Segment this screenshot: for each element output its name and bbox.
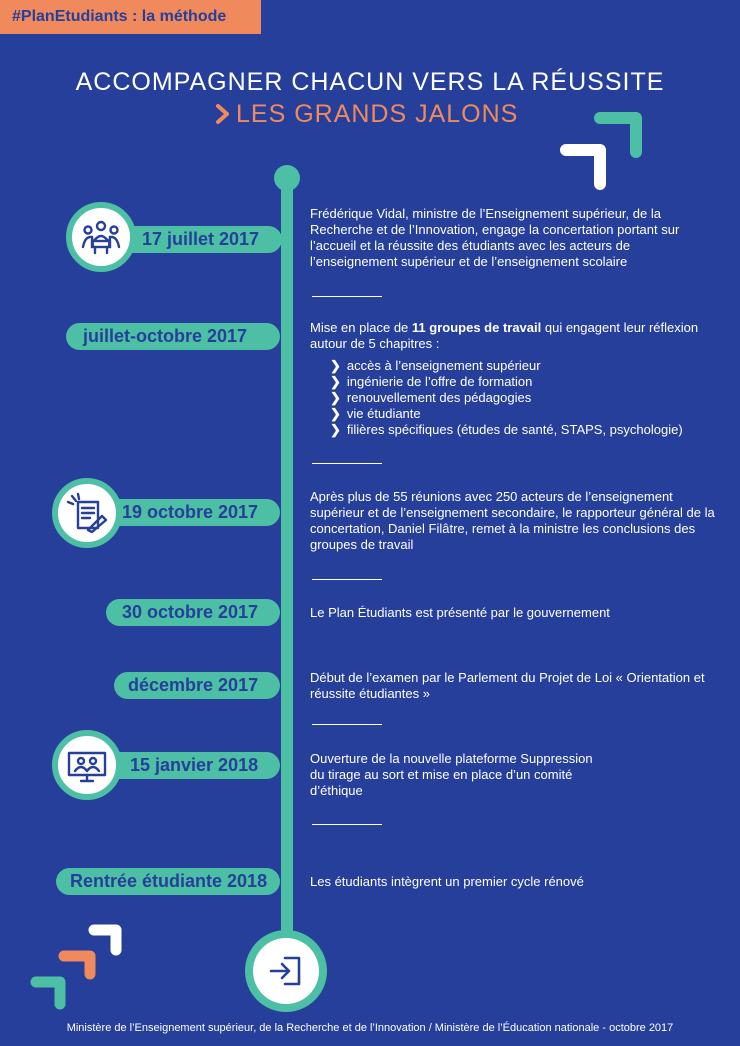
milestone-date-2: juillet-octobre 2017 <box>66 323 280 350</box>
separator <box>312 724 382 725</box>
milestone-icon-3 <box>52 478 122 548</box>
list-item <box>330 390 720 406</box>
milestone-text-5: Début de l’examen par le Parlement du Projet de Loi « Orientation et réussite étudiantes » <box>310 670 705 701</box>
chapter-label: renouvellement des pédagogies <box>346 390 532 405</box>
milestone-text-1: Frédérique Vidal, ministre de l’Enseignement supérieur, de la Recherche et de l’Innovation, engage la concertation portant sur l’accueil et la réussite des étudiants avec les acteurs de l’enseignement supérieur et de l’enseignement scolaire <box>310 206 680 269</box>
page-subtitle <box>216 100 518 129</box>
subtitle-text: LES GRANDS JALONS <box>236 100 519 128</box>
chapter-label: filières spécifiques (études de santé, STAPS, psychologie) <box>346 422 683 437</box>
text-part: qui engagent leur réflexion autour de 5 chapitres : <box>310 320 699 351</box>
chevron-right-icon <box>216 104 230 124</box>
milestone-icon-6 <box>52 730 122 800</box>
text-bold: 11 groupes de travail <box>411 320 542 335</box>
chevron-right-icon: ❯ <box>330 358 341 373</box>
chevron-right-icon: ❯ <box>330 374 341 389</box>
list-item <box>330 422 720 438</box>
milestone-date-7: Rentrée étudiante 2018 <box>56 868 280 895</box>
enter-icon <box>267 954 305 988</box>
milestone-date-1: 17 juillet 2017 <box>110 226 282 253</box>
separator <box>312 296 382 297</box>
milestone-text-7: Les étudiants intègrent un premier cycle rénové <box>310 874 584 889</box>
corner-decoration-bottom <box>30 922 130 1018</box>
separator <box>312 579 382 580</box>
timeline-start-dot <box>274 165 300 191</box>
chevron-right-icon: ❯ <box>330 406 341 421</box>
chapter-list <box>330 358 720 438</box>
milestone-text-4: Le Plan Étudiants est présenté par le gouvernement <box>310 605 610 620</box>
chapter-label: accès à l’enseignement supérieur <box>346 358 541 373</box>
milestone-icon-1 <box>66 202 136 272</box>
milestone-text-2 <box>310 320 720 438</box>
document-sign-icon <box>66 492 108 534</box>
footer-credit: Ministère de l’Enseignement supérieur, de la Recherche et de l’Innovation / Ministère de l’Éducation nationale - octobre 2017 <box>66 1022 674 1034</box>
milestone-date-5: décembre 2017 <box>114 672 280 699</box>
milestone-date-3: 19 octobre 2017 <box>96 499 280 526</box>
list-item <box>330 374 720 390</box>
separator <box>312 824 382 825</box>
page-title: ACCOMPAGNER CHACUN VERS LA RÉUSSITE <box>75 68 665 96</box>
corner-decoration-top <box>560 108 650 194</box>
chevron-right-icon: ❯ <box>330 422 341 437</box>
separator <box>312 463 382 464</box>
chevron-right-icon: ❯ <box>330 390 341 405</box>
timeline-line <box>281 178 293 998</box>
milestone-date-6: 15 janvier 2018 <box>96 752 280 779</box>
timeline-end-inner <box>253 938 319 1004</box>
milestone-text-6: Ouverture de la nouvelle plateforme Suppression du tirage au sort et mise en place d’un comité d’éthique <box>310 751 593 798</box>
hashtag-label: #PlanEtudiants : la méthode <box>0 0 261 34</box>
chapter-label: ingénierie de l’offre de formation <box>346 374 533 389</box>
list-item <box>330 406 720 422</box>
text-part: Mise en place de <box>310 320 412 335</box>
milestone-text-3: Après plus de 55 réunions avec 250 acteurs de l’enseignement supérieur et de l’enseignement secondaire, le rapporteur général de la concertation, Daniel Filâtre, remet à la ministre les conclusions des groupes de travail <box>310 489 715 552</box>
chapter-label: vie étudiante <box>346 406 421 421</box>
platform-icon <box>65 747 109 783</box>
timeline-end-circle <box>245 930 327 1012</box>
milestone-date-4: 30 octobre 2017 <box>106 599 280 626</box>
list-item <box>330 358 720 374</box>
meeting-icon <box>80 219 122 255</box>
